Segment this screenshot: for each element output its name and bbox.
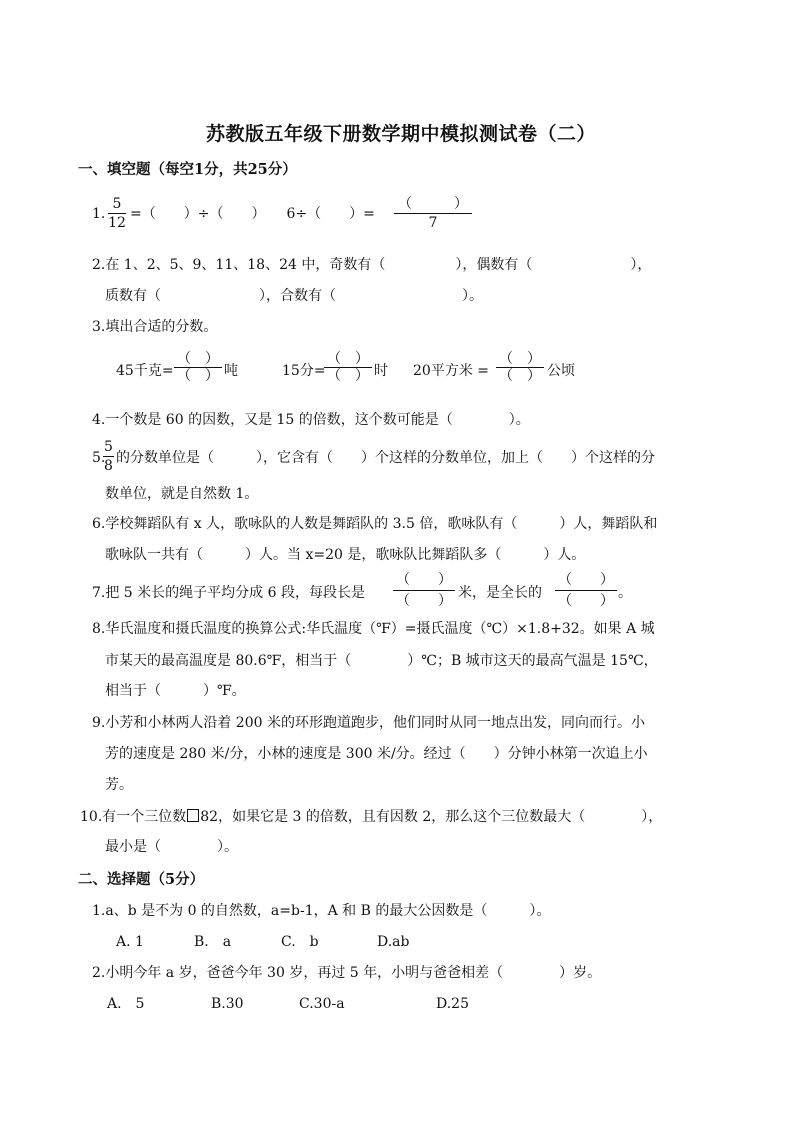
section-heading-choice: 二、选择题（5分） xyxy=(78,871,205,888)
q8-line3: 相当于（ ）℉。 xyxy=(105,683,246,699)
s2-q1-option-d: D.ab xyxy=(377,934,410,950)
s2-q2-line1: 2.小明今年 a 岁，爸爸今年 30 岁，再过 5 年，小明与爸爸相差（ ）岁。 xyxy=(92,965,602,981)
s2-q1-option-b: B. a xyxy=(194,934,232,950)
blank: （ ） xyxy=(327,351,369,367)
q9-line1: 9.小芳和小林两人沿着 200 米的环形跑道跑步，他们同时从同一地点出发，同向而行。小 xyxy=(92,715,645,731)
q3-b-fraction xyxy=(324,352,372,383)
blank: （ ） xyxy=(396,572,452,588)
q3-line1: 3.填出合适的分数。 xyxy=(92,319,218,335)
q10-pre: 10.有一个三位数 xyxy=(80,809,187,825)
q3-c-post: 公顷 xyxy=(547,363,575,379)
q10-post: 82，如果它是 3 的倍数，且有因数 2，那么这个三位数最大（ ）， xyxy=(200,809,663,825)
q6-line1: 6.学校舞蹈队有 x 人，歌咏队的人数是舞蹈队的 3.5 倍，歌咏队有（ ）人，舞蹈队和 xyxy=(92,516,658,532)
q5-line1: 的分数单位是（ ），它含有（ ）个这样的分数单位，加上（ ）个这样的分 xyxy=(116,450,655,466)
fraction-bar xyxy=(394,213,472,214)
q8-line2: 市某天的最高温度是 80.6℉，相当于（ ）℃；B 城市这天的最高气温是 15℃， xyxy=(105,653,658,669)
s2-q2-option-d: D.25 xyxy=(436,996,469,1012)
q3-b-post: 时 xyxy=(374,363,388,379)
q1-frac2-denominator: 7 xyxy=(428,215,438,231)
fraction-bar xyxy=(393,590,455,591)
q10-line2: 最小是（ ）。 xyxy=(105,839,238,855)
q9-line2: 芳的速度是 280 米/分，小林的速度是 300 米/分。经过（ ）分钟小林第一次追上小 xyxy=(105,746,648,762)
blank: （ ） xyxy=(396,593,452,609)
q1-frac-numerator: 5 xyxy=(112,196,122,212)
s2-q1-line1: 1.a、b 是不为 0 的自然数，a=b-1，A 和 B 的最大公因数是（ ）。 xyxy=(92,903,551,919)
q8-line1: 8.华氏温度和摄氏温度的换算公式:华氏温度（℉）=摄氏温度（℃）×1.8+32。如果 A 城 xyxy=(92,621,655,637)
s2-q1-option-a: A. 1 xyxy=(116,934,144,950)
q7-post: 。 xyxy=(618,585,632,601)
q7-fraction-1 xyxy=(393,573,455,608)
q2-line2: 质数有（ ），合数有（ ）。 xyxy=(105,288,483,304)
s2-q2-option-b: B.30 xyxy=(211,996,244,1012)
q7-mid: 米，是全长的 xyxy=(458,585,542,601)
q1-fraction-blank-7 xyxy=(394,197,472,230)
q3-c-fraction xyxy=(496,352,544,383)
fraction-bar xyxy=(108,213,126,214)
q4-line1: 4.一个数是 60 的因数，又是 15 的倍数，这个数可能是（ ）。 xyxy=(92,412,530,428)
s2-q1-option-c: C. b xyxy=(281,934,319,950)
q1-fraction-5-12 xyxy=(108,197,126,230)
q5-number: 5. xyxy=(92,450,106,466)
q7-pre: 7.把 5 米长的绳子平均分成 6 段，每段长是 xyxy=(92,585,365,601)
page-title: 苏教版五年级下册数学期中模拟测试卷（二） xyxy=(206,123,597,145)
q1-text: =（ ）÷（ ） 6÷（ ）= xyxy=(130,206,375,222)
q9-line3: 芳。 xyxy=(105,777,133,793)
s2-q2-option-c: C.30-a xyxy=(299,996,345,1012)
q3-b-pre: 15分= xyxy=(282,363,326,379)
blank: （ ） xyxy=(177,351,219,367)
blank: （ ） xyxy=(499,368,541,384)
q5-frac-numerator: 5 xyxy=(104,439,113,455)
q3-c-pre: 20平方米 = xyxy=(413,363,489,379)
q7-fraction-2 xyxy=(555,573,617,608)
q5-frac-denominator: 8 xyxy=(104,458,113,474)
q5-fraction-5-8 xyxy=(103,440,114,473)
blank: （ ） xyxy=(558,572,614,588)
digit-box-icon xyxy=(187,809,199,822)
blank: （ ） xyxy=(499,351,541,367)
blank: （ ） xyxy=(558,593,614,609)
s2-q2-option-a: A. 5 xyxy=(107,996,145,1012)
q6-line2: 歌咏队一共有（ ）人。当 x=20 是，歌咏队比舞蹈队多（ ）人。 xyxy=(105,547,586,563)
q1-frac-denominator: 12 xyxy=(108,215,126,231)
section-heading-fill-in: 一、填空题（每空1分，共25分） xyxy=(78,161,297,178)
q3-a-post: 吨 xyxy=(224,363,238,379)
q2-line1: 2.在 1、2、5、9、11、18、24 中，奇数有（ ），偶数有（ ）， xyxy=(92,257,652,273)
q3-a-fraction xyxy=(174,352,222,383)
blank: （ ） xyxy=(327,368,369,384)
fraction-bar xyxy=(555,590,617,591)
q1-frac2-numerator: （ ） xyxy=(398,196,468,212)
q5-line2: 数单位，就是自然数 1。 xyxy=(105,486,259,502)
q3-a-pre: 45千克= xyxy=(116,363,174,379)
blank: （ ） xyxy=(177,368,219,384)
q10-line1 xyxy=(80,809,662,824)
q1-number: 1. xyxy=(92,206,106,222)
fraction-bar xyxy=(103,456,114,457)
